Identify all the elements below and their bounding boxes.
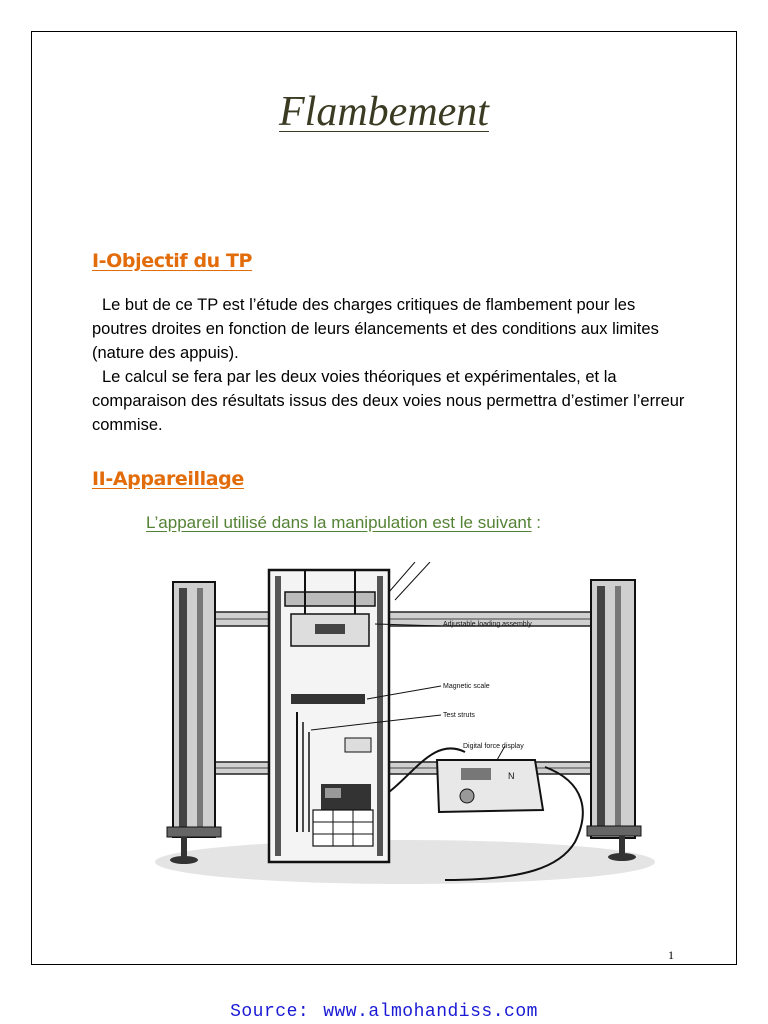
appareil-intro-text: L’appareil utilisé dans la manipulation est le suivant — [146, 513, 532, 532]
objectif-paragraph-1: Le but de ce TP est l’étude des charges critiques de flambement pour les poutres droites en fonction de leurs élancements et des conditions aux limites (nature des appuis). — [92, 296, 659, 362]
source-footer — [0, 1002, 768, 1022]
source-label: Source: — [230, 1002, 310, 1022]
label-loading: Adjustable loading assembly — [443, 621, 532, 628]
apparatus-figure — [145, 562, 665, 892]
label-struts: Test struts — [443, 712, 475, 719]
magnetic-scale — [291, 694, 365, 704]
appareil-intro-colon: : — [531, 513, 542, 532]
objectif-paragraph-2: Le calcul se fera par les deux voies théoriques et expérimentales, et la comparaison des résultats issus des deux voies nous permettra d’estimer l’erreur commise. — [92, 368, 685, 434]
source-url[interactable]: www.almohandiss.com — [323, 1002, 538, 1022]
display-unit: N — [508, 771, 515, 781]
apparatus-drawing — [145, 562, 665, 892]
page-title: Flambement — [279, 89, 489, 135]
label-display: Digital force display — [463, 743, 524, 750]
objectif-text — [92, 293, 692, 437]
digital-force-display — [437, 760, 543, 812]
section-heading-objectif: I-Objectif du TP — [92, 250, 253, 272]
appareil-intro — [146, 513, 541, 533]
page-number: 1 — [668, 948, 674, 962]
label-scale: Magnetic scale — [443, 683, 490, 690]
section-heading-appareillage: II-Appareillage — [92, 468, 244, 490]
floor-shadow — [155, 840, 655, 884]
